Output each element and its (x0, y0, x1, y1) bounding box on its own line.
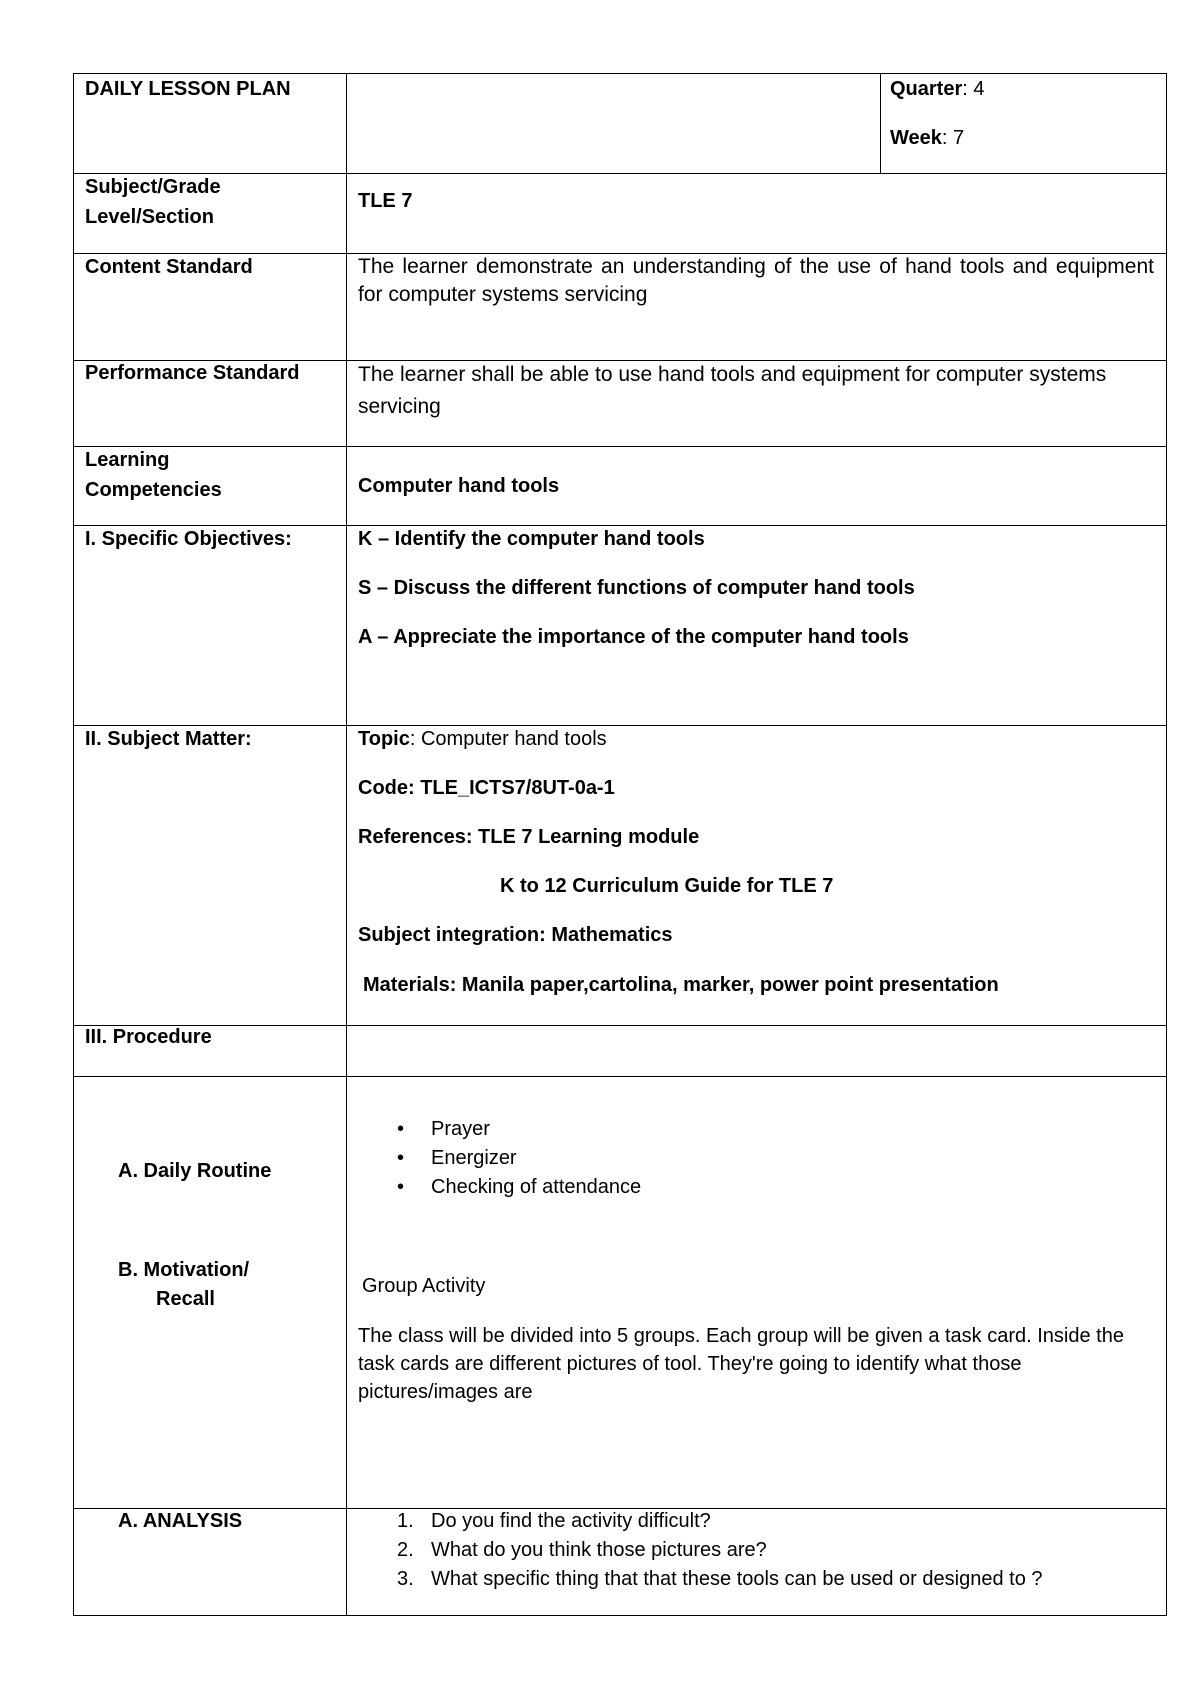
objective-knowledge: K – Identify the computer hand tools (358, 528, 705, 550)
group-activity-title: Group Activity (362, 1275, 486, 1297)
document-title: DAILY LESSON PLAN (85, 78, 291, 100)
analysis-question-text: Do you find the activity difficult? (431, 1510, 711, 1532)
procedure-label: III. Procedure (85, 1026, 212, 1048)
routine-item: • Checking of attendance (431, 1173, 641, 1201)
table-border (73, 73, 1167, 74)
competencies-value: Computer hand tools (358, 475, 560, 497)
routine-item: • Energizer (431, 1144, 517, 1172)
content-standard-label: Content Standard (85, 256, 253, 278)
table-border (73, 446, 1167, 447)
integration-field: Subject integration: Mathematics (358, 924, 673, 946)
content-standard-value: The learner demonstrate an understanding of the use of hand tools and equipment for computer systems servicing (358, 255, 1154, 306)
table-border (73, 1025, 1167, 1026)
subject-label-line1: Subject/Grade (85, 176, 221, 198)
subject-value: TLE 7 (358, 190, 413, 212)
table-border (73, 73, 74, 1616)
topic-value: : Computer hand tools (409, 728, 607, 750)
daily-routine-label: A. Daily Routine (118, 1160, 272, 1182)
objectives-label: I. Specific Objectives: (85, 528, 292, 550)
analysis-label: A. ANALYSIS (118, 1510, 243, 1532)
week-value: : 7 (941, 127, 965, 149)
quarter-field (890, 75, 985, 103)
table-border (1166, 73, 1167, 1616)
lesson-plan-table (73, 73, 1167, 1616)
references-field-2: K to 12 Curriculum Guide for TLE 7 (500, 875, 834, 897)
routine-item: • Prayer (431, 1115, 490, 1143)
objective-skill: S – Discuss the different functions of computer hand tools (358, 577, 915, 599)
quarter-label: Quarter (890, 78, 963, 100)
performance-standard-value: The learner shall be able to use hand tools and equipment for computer systems servicing (358, 363, 1107, 418)
analysis-question-text: What do you think those pictures are? (431, 1539, 767, 1561)
table-border (346, 73, 347, 1616)
topic-field (358, 725, 607, 753)
analysis-question: 3. What specific thing that that these tools can be used or designed to ? (397, 1568, 1043, 1590)
subject-label-line2: Level/Section (85, 206, 214, 228)
analysis-question: 1. Do you find the activity difficult? (397, 1510, 711, 1532)
topic-label: Topic (358, 728, 410, 750)
table-border (880, 73, 881, 173)
group-activity-text: The class will be divided into 5 groups. Each group will be given a task card. Inside the task cards are different pictures of tool. They're going to identify what those pictures/images are (358, 1325, 1124, 1403)
code-field: Code: TLE_ICTS7/8UT-0a-1 (358, 777, 615, 799)
materials-field: Materials: Manila paper,cartolina, marker, power point presentation (363, 974, 999, 996)
competencies-label-line2: Competencies (85, 479, 222, 501)
analysis-question-text: What specific thing that that these tools can be used or designed to ? (431, 1568, 1043, 1590)
subject-matter-label: II. Subject Matter: (85, 728, 252, 750)
references-field: References: TLE 7 Learning module (358, 826, 700, 848)
table-border (73, 1615, 1167, 1616)
competencies-label-line1: Learning (85, 449, 170, 471)
week-label: Week (890, 127, 942, 149)
analysis-question: 2. What do you think those pictures are? (397, 1539, 767, 1561)
week-field (890, 124, 964, 152)
table-border (73, 173, 1167, 174)
motivation-label: B. Motivation/ (118, 1259, 250, 1281)
table-border (73, 1076, 1167, 1077)
performance-standard-label: Performance Standard (85, 362, 300, 384)
objective-attitude: A – Appreciate the importance of the computer hand tools (358, 626, 909, 648)
quarter-value: : 4 (962, 78, 985, 100)
motivation-label-recall: Recall (156, 1288, 215, 1310)
